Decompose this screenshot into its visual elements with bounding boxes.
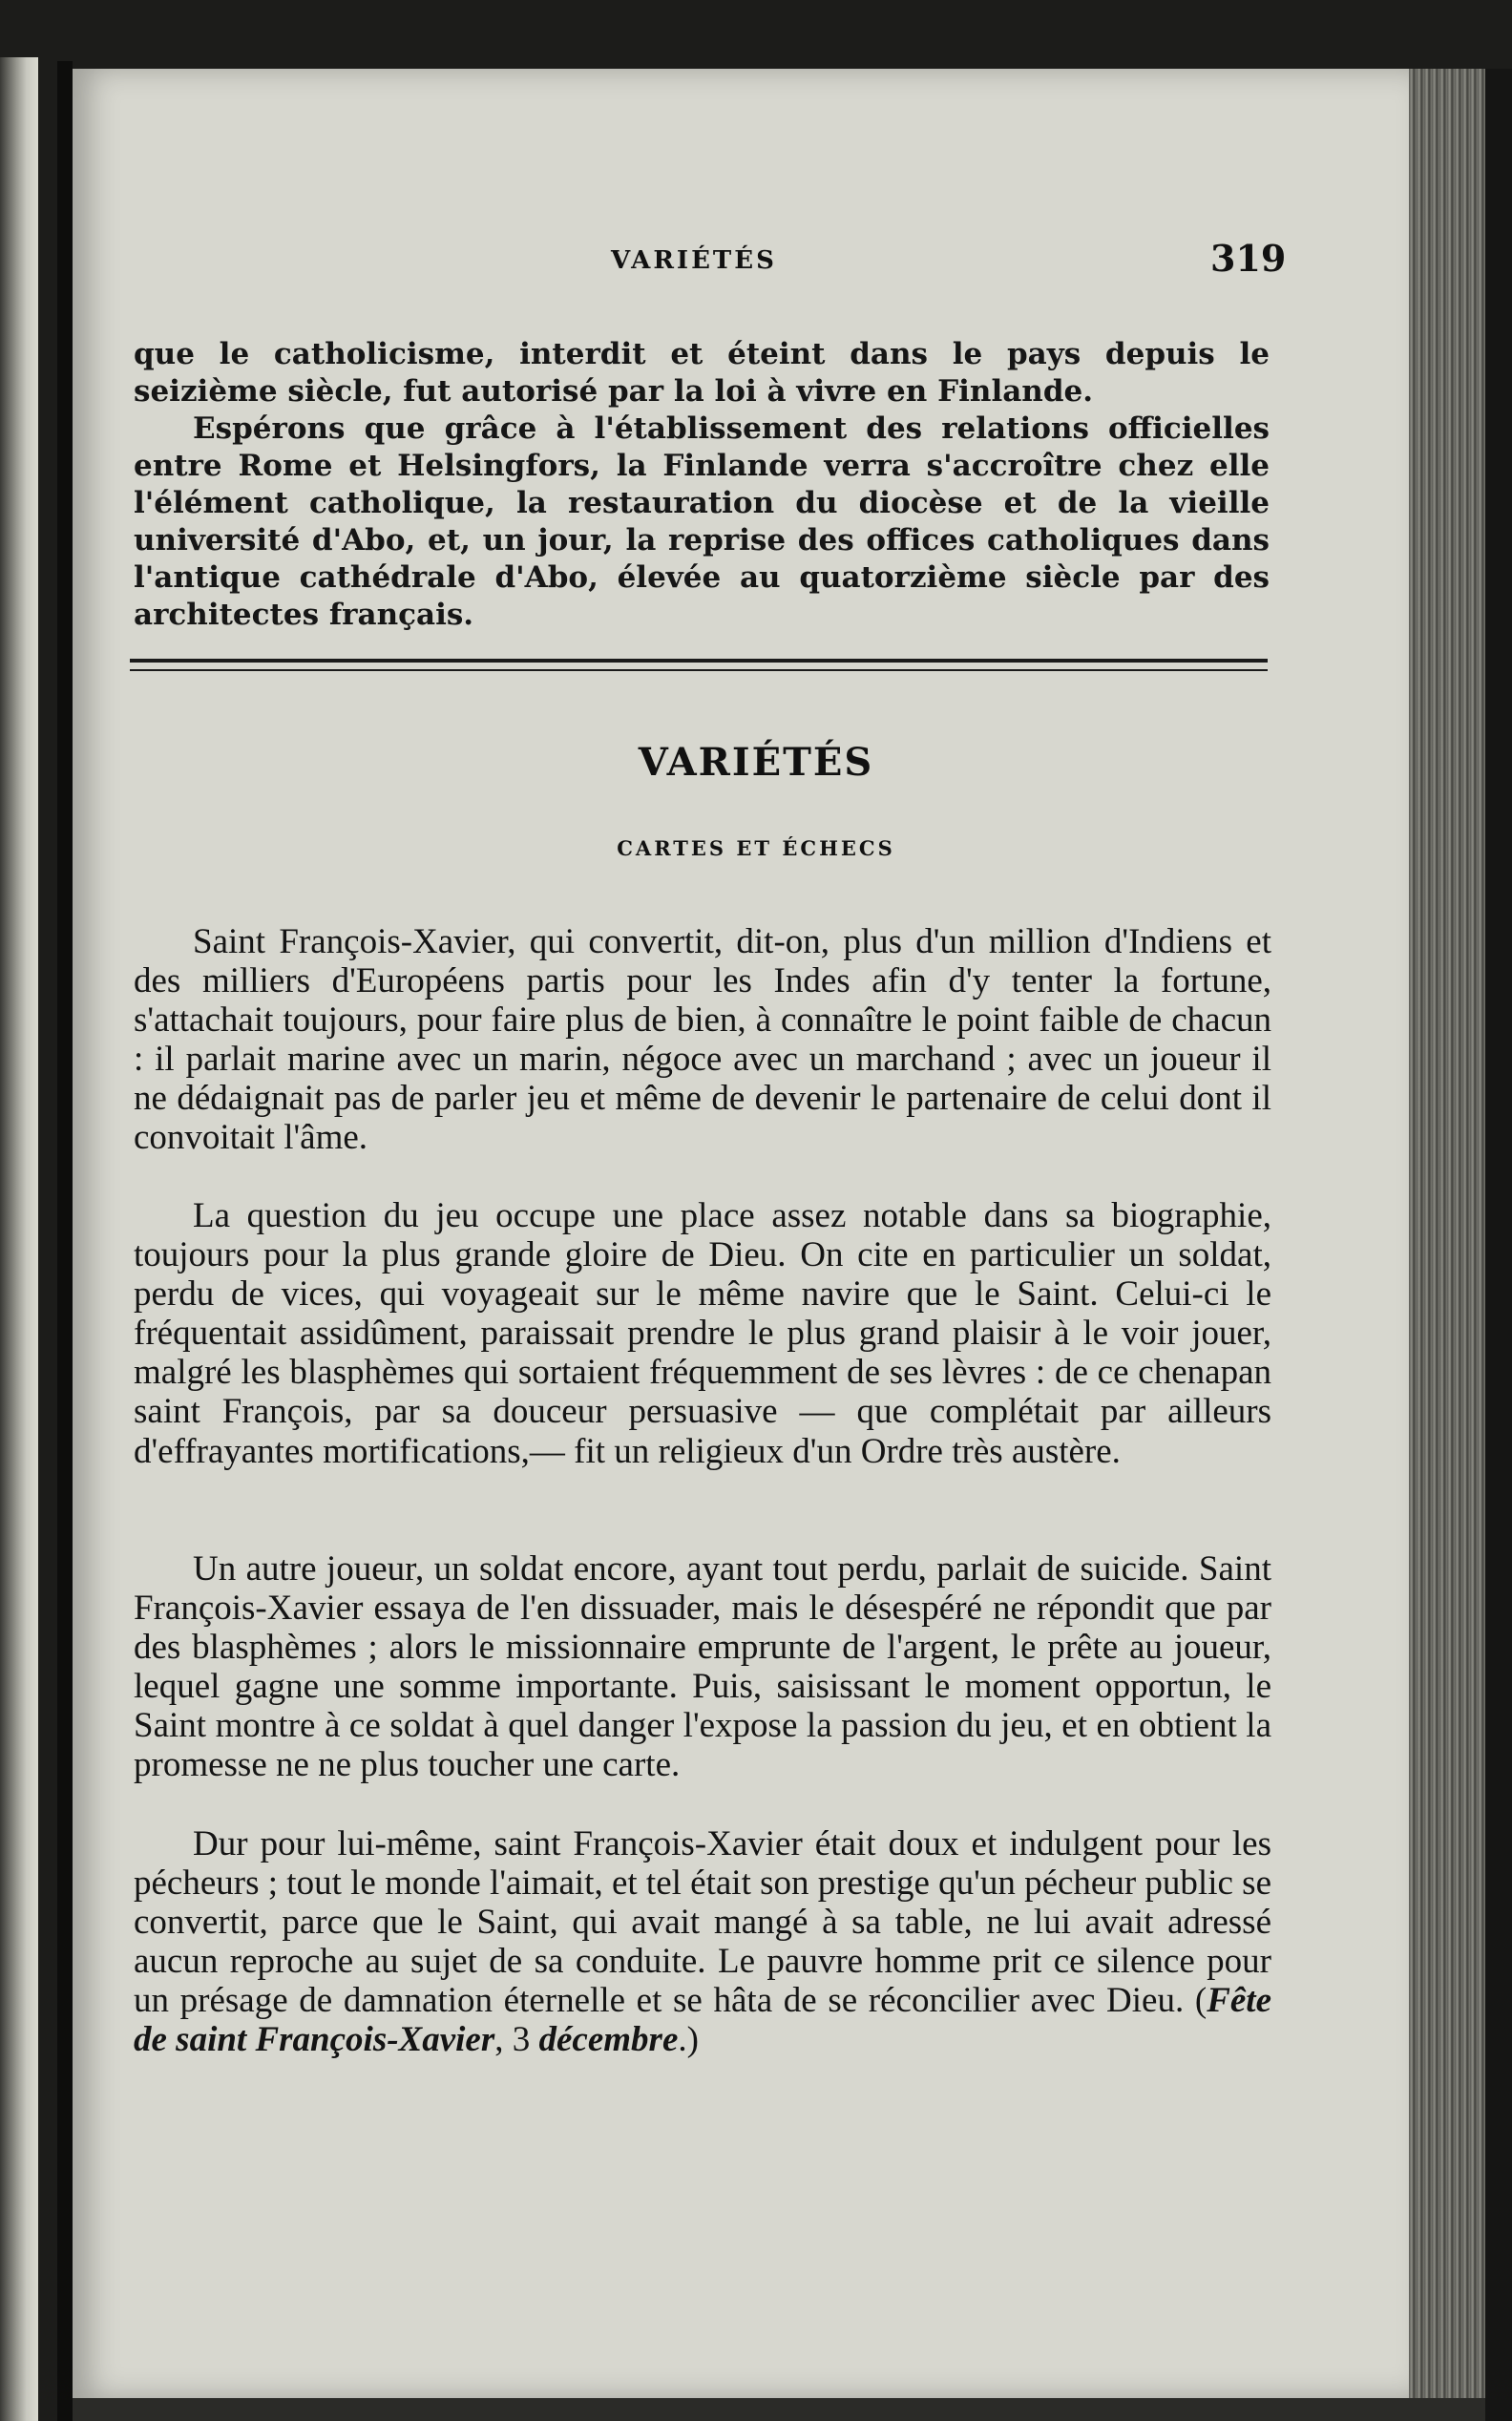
citation-rest: , 3	[494, 2020, 539, 2060]
article-paragraph-4-text: Dur pour lui-même, saint François-Xavier était doux et indulgent pour les pécheurs ; tout le monde l'aimait, et tel était son prestige qu'un pécheur public se convertit, parce que le Saint, qui avait mangé à sa table, ne lui avait adressé aucun reproche au sujet de sa conduite. Le pauvre homme prit ce silence pour un présage de damnation éternelle et se hâta de se réconcilier avec Dieu.	[134, 1824, 1271, 2021]
page-fore-edge	[1409, 69, 1485, 2398]
section-rule-thick	[130, 659, 1268, 663]
article-paragraph-2: La question du jeu occupe une place assez notable dans sa biographie, toujours pour la plus grande gloire de Dieu. On cite en particulier un soldat, perdu de vices, qui voyageait sur le même navire que le Saint. Celui-ci le fréquentait assidûment, paraissait prendre le plus grand plaisir à le voir jouer, malgré les blasphèmes qui sortaient fréquemment de ses lèvres : de ce chenapan saint François, par sa douceur persuasive — que complétait par ailleurs d'effrayantes mortifications,— fit un religieux d'un Ordre très austère.	[134, 1196, 1271, 1471]
book-gutter	[57, 61, 73, 2421]
citation-title: Fête de saint François-Xavier	[134, 1981, 1272, 2060]
article-paragraph-1: Saint François-Xavier, qui convertit, dit-on, plus d'un million d'Indiens et des milliers d'Européens partis pour les Indes afin d'y tenter la fortune, s'attachait toujours, pour faire plus de bien, à connaître le point faible de chacun : il parlait marine avec un marin, négoce avec un marchand ; avec un joueur il ne dédaignait pas de parler jeu et même de devenir le partenaire de celui dont il convoitait l'âme.	[134, 922, 1271, 1158]
section-title: VARIÉTÉS	[638, 740, 874, 785]
background-edge	[1485, 69, 1512, 2421]
top-paragraph-2: Espérons que grâce à l'établissement des relations officielles entre Rome et Helsingfors, la Finlande verra s'accroître chez elle l'élément catholique, la restauration du diocèse et de la vieille université d'Abo, et, un jour, la reprise des offices catholiques dans l'antique cathédrale d'Abo, élevée au quatorzième siècle par des architectes français.	[134, 411, 1270, 632]
running-header: VARIÉTÉS	[611, 246, 777, 275]
citation-open: (	[1194, 1981, 1208, 2021]
section-subtitle: CARTES ET ÉCHECS	[617, 836, 895, 860]
citation-close: .)	[678, 2020, 699, 2060]
citation-month: décembre	[538, 2020, 679, 2060]
article-paragraph-3: Un autre joueur, un soldat encore, ayant tout perdu, parlait de suicide. Saint François-Xavier essaya de l'en dissuader, mais le désespéré ne répondit que par des blasphèmes ; alors le missionnaire emprunte de l'argent, le prête au joueur, lequel gagne une somme importante. Puis, saisissant le moment opportun, le Saint montre à ce soldat à quel danger l'expose la passion du jeu, et en obtient la promesse ne ne plus toucher une carte.	[134, 1549, 1271, 1785]
page-number: 319	[1210, 237, 1287, 280]
article-paragraph-4	[134, 1824, 1271, 2060]
bottom-shadow	[73, 2398, 1485, 2421]
left-page-edge	[0, 57, 38, 2421]
top-paragraph-1: que le catholicisme, interdit et éteint dans le pays depuis le seizième siècle, fut autorisé par la loi à vivre en Finlande.	[134, 337, 1270, 409]
section-rule-thin	[130, 669, 1268, 671]
